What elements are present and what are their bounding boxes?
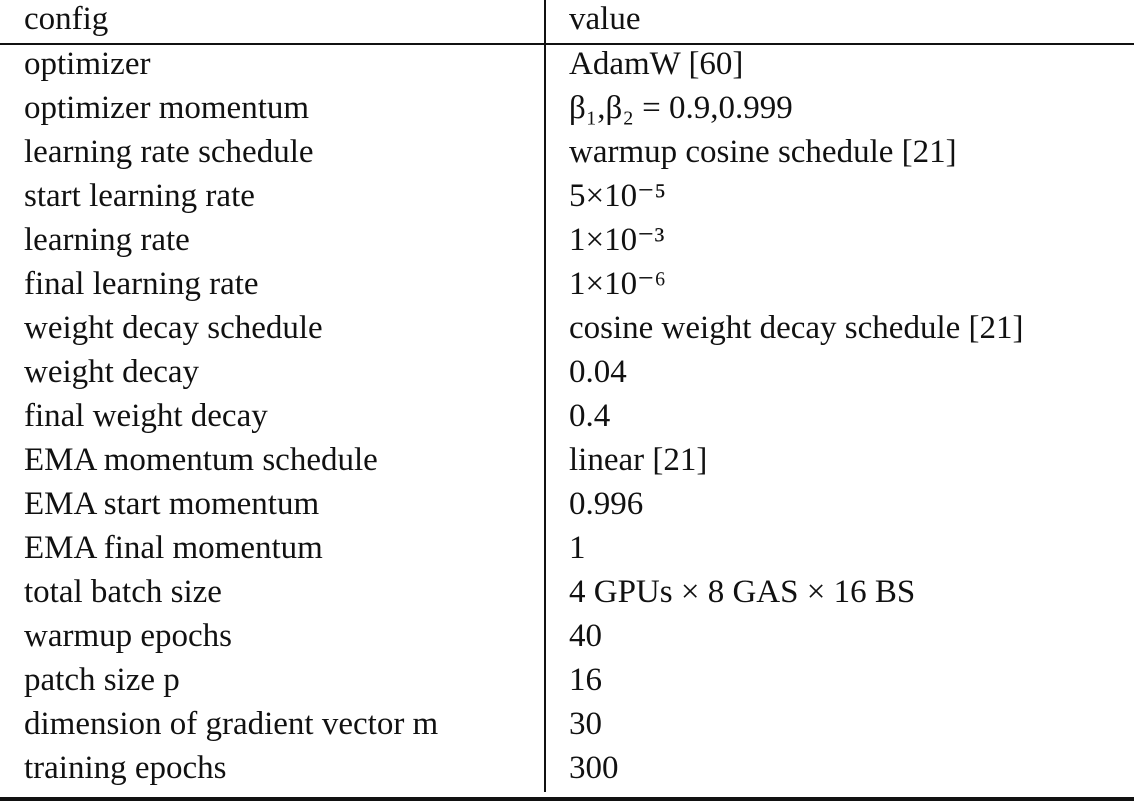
table-row: [0, 350, 1134, 394]
value-cell: 16: [569, 662, 602, 698]
config-cell: learning rate: [24, 222, 190, 258]
value-cell: cosine weight decay schedule [21]: [569, 310, 1024, 346]
config-cell: optimizer: [24, 46, 151, 82]
table-row: [0, 130, 1134, 174]
bottom-rule: [0, 797, 1134, 801]
config-cell: patch size p: [24, 662, 180, 698]
value-cell: 1×10⁻³: [569, 222, 665, 258]
config-cell: warmup epochs: [24, 618, 233, 654]
table-row: [0, 482, 1134, 526]
table-header-row: [0, 0, 1134, 41]
value-cell: linear [21]: [569, 442, 708, 478]
config-cell: total batch size: [24, 574, 222, 610]
config-cell: optimizer momentum: [24, 90, 310, 126]
config-cell: EMA final momentum: [24, 530, 323, 566]
config-cell: weight decay schedule: [24, 310, 323, 346]
table-row: [0, 262, 1134, 306]
value-cell: 30: [569, 706, 602, 742]
table-row: [0, 42, 1134, 86]
config-cell: final weight decay: [24, 398, 268, 434]
table-row: [0, 746, 1134, 790]
value-cell: 0.996: [569, 486, 644, 522]
config-cell: learning rate schedule: [24, 134, 314, 170]
value-cell: 300: [569, 750, 619, 786]
table-row: [0, 86, 1134, 130]
table-row: [0, 526, 1134, 570]
table-row: [0, 306, 1134, 350]
config-cell: EMA momentum schedule: [24, 442, 378, 478]
header-config: config: [24, 1, 109, 37]
table-row: [0, 614, 1134, 658]
config-cell: training epochs: [24, 750, 227, 786]
table-row: [0, 570, 1134, 614]
table-row: [0, 438, 1134, 482]
value-cell: AdamW [60]: [569, 46, 744, 82]
value-cell: 0.4: [569, 398, 611, 434]
table-row: [0, 394, 1134, 438]
value-cell: 1: [569, 530, 586, 566]
table-row: [0, 174, 1134, 218]
table-row: [0, 218, 1134, 262]
table-row: [0, 658, 1134, 702]
value-cell: 40: [569, 618, 602, 654]
config-cell: weight decay: [24, 354, 200, 390]
value-cell: 0.04: [569, 354, 627, 390]
value-cell: 5×10⁻⁵: [569, 178, 667, 214]
value-cell: 1×10⁻⁶: [569, 266, 667, 302]
value-cell: β₁,β₂ = 0.9,0.999: [569, 90, 793, 126]
value-cell: 4 GPUs × 8 GAS × 16 BS: [569, 574, 916, 610]
table-row: [0, 702, 1134, 746]
config-cell: final learning rate: [24, 266, 259, 302]
config-cell: dimension of gradient vector m: [24, 706, 439, 742]
header-value: value: [569, 1, 641, 37]
value-cell: warmup cosine schedule [21]: [569, 134, 957, 170]
config-cell: start learning rate: [24, 178, 255, 214]
config-cell: EMA start momentum: [24, 486, 320, 522]
